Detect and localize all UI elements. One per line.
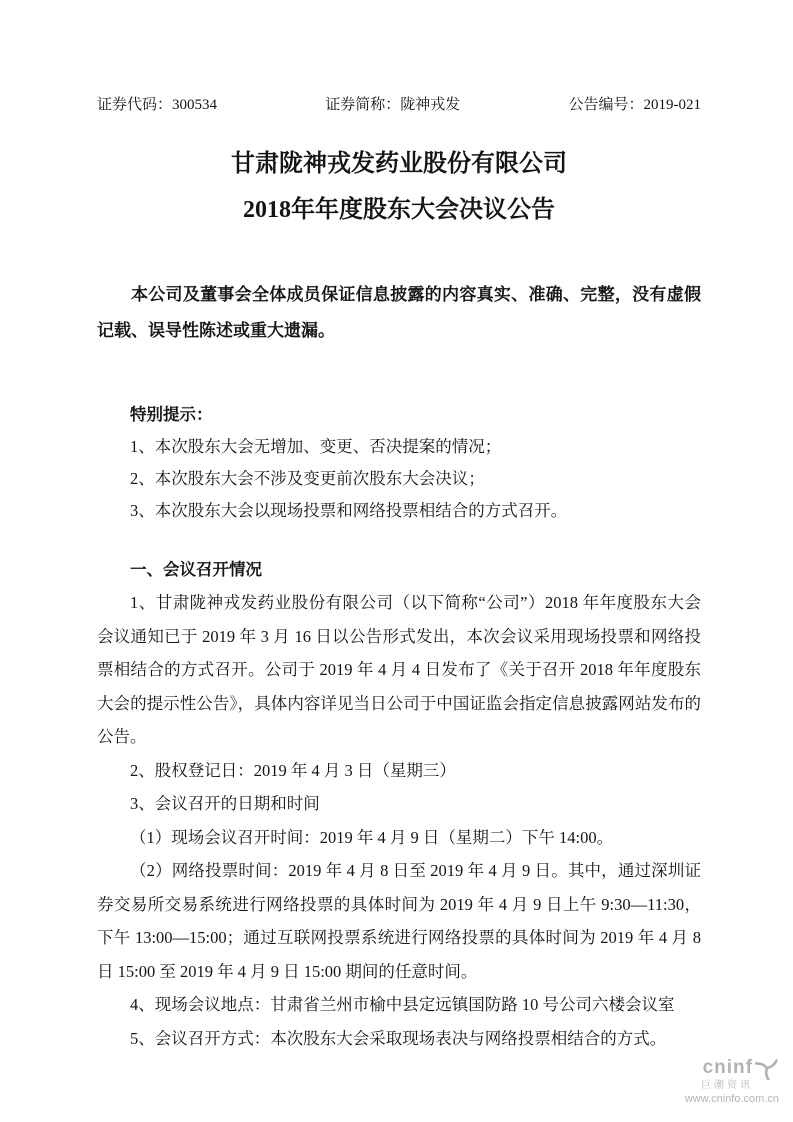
section-paragraph: 2、股权登记日：2019 年 4 月 3 日（星期三）	[130, 760, 456, 780]
disclosure-statement: 本公司及董事会全体成员保证信息披露的内容真实、准确、完整，没有虚假记载、误导性陈述或重大遗漏。	[97, 285, 701, 340]
section-paragraph: 1、甘肃陇神戎发药业股份有限公司（以下简称“公司”）2018 年年度股东大会会议通知已于 2019 年 3 月 16 日以公告形式发出，本次会议采用现场投票和网络投票相结合的方式召开。公司于 2019 年 4 月 4 日发布了《关于召开 2018 年年度股东大会的提示性公告》，具体内容详见当日公司于中国证监会指定信息披露网站发布的公告。	[97, 593, 701, 746]
section-paragraph: 5、会议召开方式：本次股东大会采取现场表决与网络投票相结合的方式。	[130, 1028, 667, 1048]
document-title	[97, 141, 701, 233]
section-paragraph: （2）网络投票时间：2019 年 4 月 8 日至 2019 年 4 月 9 日。其中，通过深圳证券交易所交易系统进行网络投票的具体时间为 2019 年 4 月 9 日上午 9:30—11:30，下午 13:00—15:00；通过互联网投票系统进行网络投票的具体时间为 2019 年 4 月 8 日 15:00 至 2019 年 4 月 9 日 15:00 期间的任意时间。	[97, 861, 701, 981]
meeting-info-section	[97, 553, 701, 1055]
special-notice-heading: 特别提示：	[130, 405, 213, 424]
section-paragraph: （1）现场会议召开时间：2019 年 4 月 9 日（星期二）下午 14:00。	[130, 827, 614, 847]
special-notice-section	[97, 399, 701, 527]
section-paragraph: 4、现场会议地点：甘肃省兰州市榆中县定远镇国防路 10 号公司六楼会议室	[130, 995, 675, 1014]
cninfo-url: www.cninfo.com.cn	[684, 1093, 779, 1106]
title-line-1: 甘肃陇神戎发药业股份有限公司	[231, 151, 567, 177]
document-header	[97, 95, 701, 115]
special-notice-item: 3、本次股东大会以现场投票和网络投票相结合的方式召开。	[130, 501, 568, 520]
cninfo-swirl-logo-icon	[755, 1056, 779, 1080]
cninfo-brand-row	[685, 1056, 779, 1080]
cninfo-brand-cn: 巨潮资讯	[701, 1079, 753, 1091]
special-notice-item: 2、本次股东大会不涉及变更前次股东大会决议；	[130, 469, 485, 488]
cninfo-watermark	[685, 1056, 779, 1106]
section-heading: 一、会议召开情况	[130, 560, 262, 579]
stock-name: 证券简称：陇神戎发	[325, 97, 461, 113]
special-notice-item: 1、本次股东大会无增加、变更、否决提案的情况；	[130, 437, 502, 456]
title-line-2: 2018年年度股东大会决议公告	[243, 197, 555, 223]
section-paragraph: 3、会议召开的日期和时间	[130, 794, 320, 813]
cninfo-brand: cninf	[702, 1056, 753, 1078]
stock-code: 证券代码：300534	[97, 97, 218, 113]
announcement-number: 公告编号：2019-021	[568, 97, 701, 113]
